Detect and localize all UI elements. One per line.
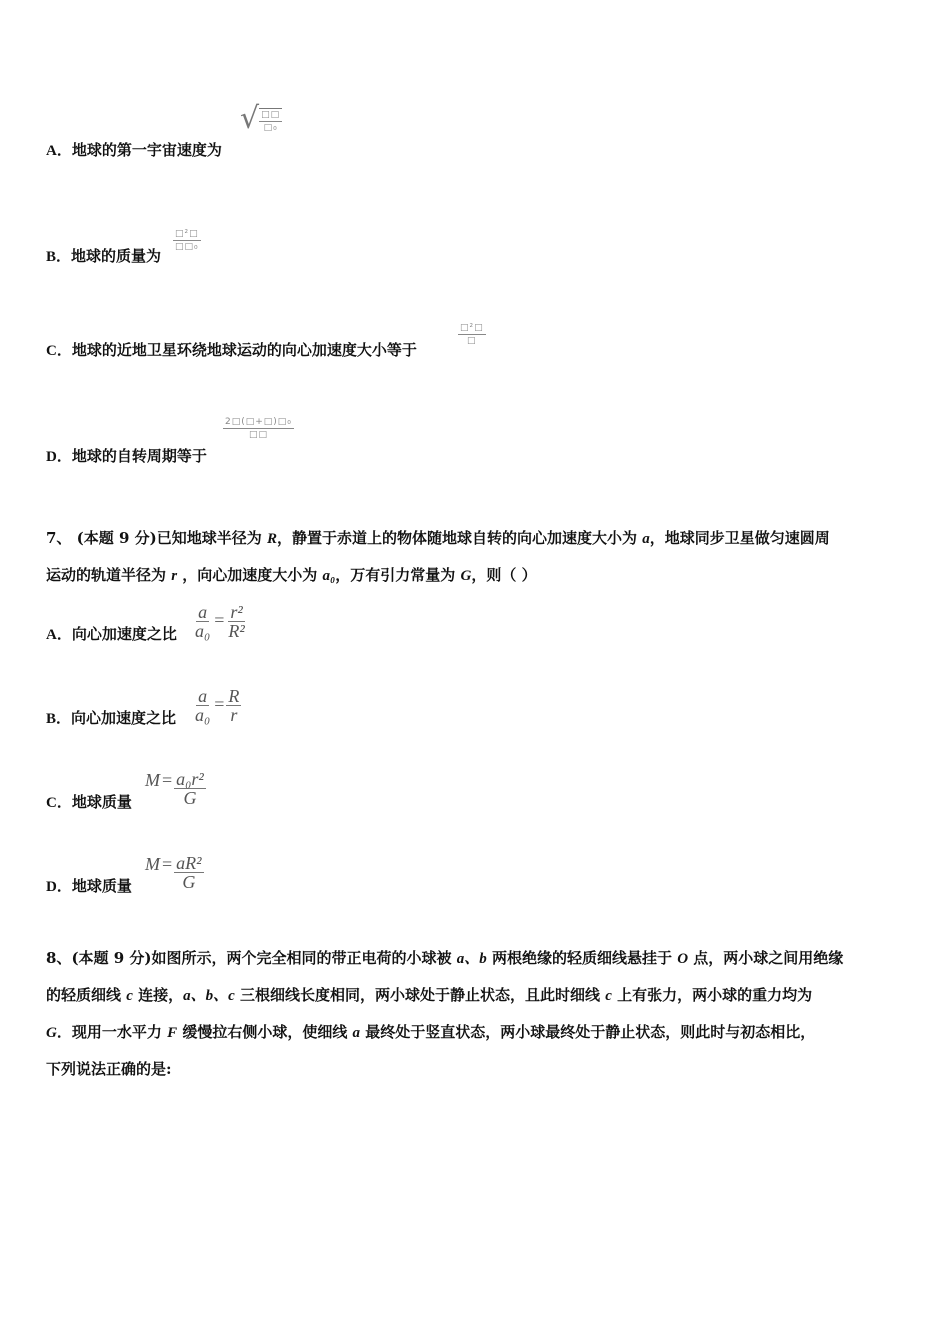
option-letter: A． — [46, 143, 72, 159]
q8-stem-line3: G．现用一水平力 F 缓慢拉右侧小球，使细线 a 最终处于竖直状态，两小球最终处于静止状态，则此时与初态相比， — [46, 1023, 816, 1041]
q7-option-d-formula: M = $\frac{\text{aR²}}{G}$ — [145, 853, 202, 892]
q7-option-b: B．向心加速度之比 — [46, 709, 177, 727]
q7-option-a-formula: $\frac{a}{\text{a₀}}$ = $\frac{\text{r²}}{\text{R²}}$ — [195, 602, 245, 641]
q6-option-a — [46, 140, 222, 161]
q6-option-d: D．地球的自转周期等于 — [46, 447, 207, 465]
sqrt-icon: √ — [240, 101, 260, 136]
q6-option-b-formula: $\frac{\text{□²□}}{\text{□□₀}}$ — [175, 229, 199, 252]
q8-stem-line2: 的轻质细线 c 连接，a、b、c 三根细线长度相同，两小球处于静止状态，且此时细线 c 上有张力，两小球的重力均为 — [46, 986, 813, 1004]
q7-option-c-formula: M = $\frac{\text{a₀r²}}{G}$ — [145, 769, 204, 808]
q7-option-b-formula: $\frac{a}{\text{a₀}}$ = $\frac{R}{r}$ — [195, 686, 240, 725]
q6-option-b: B．地球的质量为 — [46, 247, 162, 265]
q6-option-a-formula: √ $\frac{□□}{\text{□₀}}$ — [240, 101, 281, 136]
q7-option-a: A．向心加速度之比 — [46, 625, 177, 643]
q7-option-c: C．地球质量 — [46, 793, 132, 811]
q7-option-d: D．地球质量 — [46, 877, 132, 895]
q7-stem-line2: 运动的轨道半径为 r ，向心加速度大小为 a₀，万有引力常量为 G，则（ ） — [46, 566, 537, 584]
q6-option-c: C．地球的近地卫星环绕地球运动的向心加速度大小等于 — [46, 341, 417, 359]
q6-option-d-formula: $\frac{\text{2□(□+□)□₀}}{□□}$ — [225, 417, 292, 440]
q6-option-c-formula: $\frac{\text{□²□}}{□}$ — [460, 323, 484, 346]
option-text: 地球的第一宇宙速度为 — [71, 141, 222, 159]
q8-stem-line4: 下列说法正确的是: — [46, 1060, 172, 1078]
q7-stem-line1: 7、 (本题 9 分)已知地球半径为 R，静置于赤道上的物体随地球自转的向心加速度大小为 a，地球同步卫星做匀速圆周 — [46, 529, 830, 547]
q8-stem-line1: 8、(本题 9 分)如图所示，两个完全相同的带正电荷的小球被 a、b 两根绝缘的轻质细线悬挂于 O 点，两小球之间用绝缘 — [46, 949, 844, 967]
